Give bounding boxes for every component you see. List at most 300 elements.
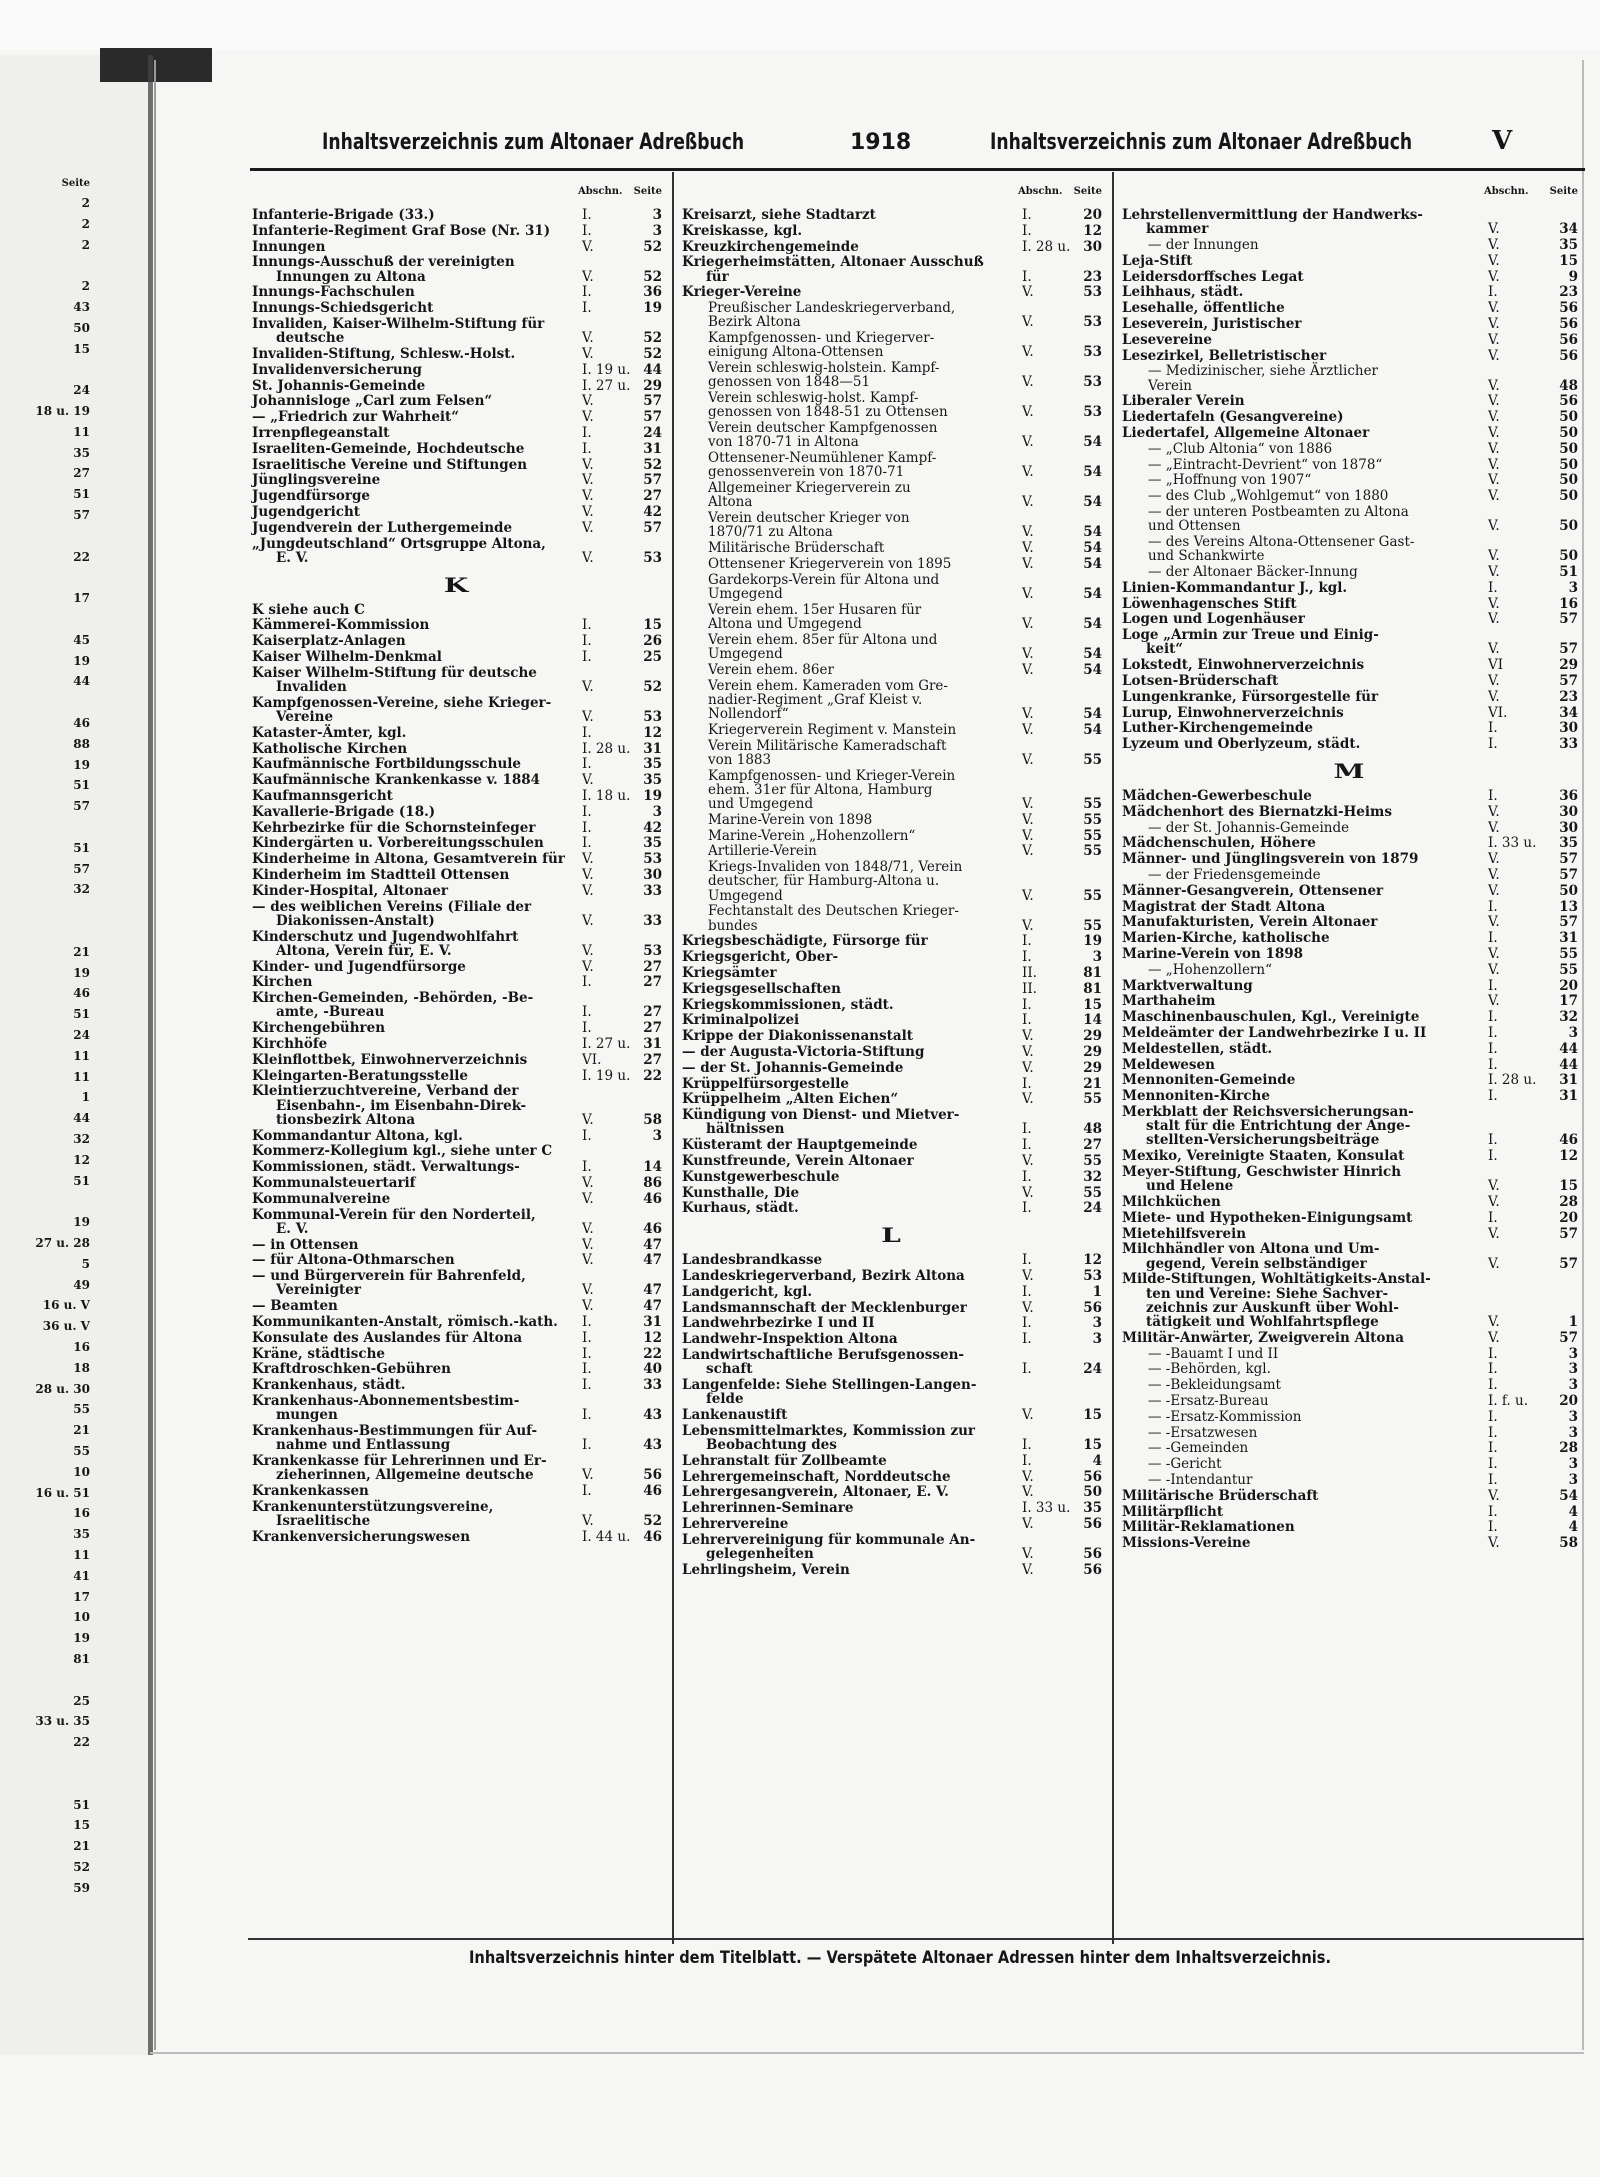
index-entry bbox=[1122, 963, 1578, 977]
entry-page: 44 bbox=[643, 361, 662, 378]
entry-title: Landsmannschaft der Mecklenburger bbox=[682, 1299, 967, 1316]
index-entry bbox=[1122, 628, 1578, 656]
entry-title: Kinder- und Jugendfürsorge bbox=[252, 958, 466, 975]
header-title-right: Inhaltsverzeichnis zum Altonaer Adreßbuch bbox=[990, 130, 1413, 155]
index-entry bbox=[682, 860, 1102, 903]
entry-title: Meldeämter der Landwehrbezirke I u. II bbox=[1122, 1025, 1427, 1041]
entry-section: I. bbox=[1488, 898, 1498, 915]
entry-title: Verein ehem. 85er für Altona und Umgegend bbox=[708, 631, 938, 662]
entry-page: 35 bbox=[643, 835, 662, 852]
index-entry bbox=[252, 805, 662, 819]
entry-page: 44 bbox=[1559, 1056, 1578, 1073]
entry-title: Lyzeum und Oberlyzeum, städt. bbox=[1122, 736, 1361, 753]
entry-page: 57 bbox=[1559, 1255, 1578, 1272]
entry-page: 56 bbox=[1559, 393, 1578, 410]
entry-section: I. bbox=[1022, 1315, 1032, 1332]
index-entry bbox=[682, 934, 1102, 948]
entry-page: 12 bbox=[1559, 1148, 1578, 1165]
entry-section: I. bbox=[582, 1159, 592, 1176]
entry-page: 3 bbox=[1568, 1025, 1578, 1041]
footer-rule bbox=[248, 1938, 1584, 1940]
entry-title: Invaliden-Stiftung, Schlesw.-Holst. bbox=[252, 346, 516, 362]
index-entry bbox=[682, 982, 1102, 996]
prev-page-number: 51 bbox=[73, 778, 90, 793]
index-entry bbox=[252, 1253, 662, 1267]
entry-title: Lankenaustift bbox=[682, 1407, 788, 1423]
entry-section: I. bbox=[1022, 1137, 1032, 1154]
entry-title: Miete- und Hypotheken-Einigungsamt bbox=[1122, 1209, 1413, 1226]
entry-title: Lehrervereine bbox=[682, 1516, 789, 1532]
entry-title: K siehe auch C bbox=[252, 601, 365, 618]
entry-section: V. bbox=[1022, 705, 1034, 722]
entry-title: Kräne, städtische bbox=[252, 1345, 386, 1362]
index-entry bbox=[1122, 1026, 1578, 1040]
index-entry bbox=[252, 1269, 662, 1297]
index-entry bbox=[682, 391, 1102, 419]
entry-title: Lesevereine bbox=[1122, 331, 1212, 348]
entry-page: 16 bbox=[1559, 595, 1578, 612]
index-entry bbox=[1122, 1441, 1578, 1455]
entry-title: — „Hohenzollern“ bbox=[1148, 961, 1272, 978]
entry-page: 54 bbox=[1083, 524, 1102, 541]
entry-title: Männer-Gesangverein, Ottensener bbox=[1122, 882, 1384, 899]
entry-title: Ottensener-Neumühlener Kampf- genossenverein von 1870-71 bbox=[708, 450, 937, 481]
prev-page-number: 55 bbox=[73, 1402, 90, 1417]
entry-page: 29 bbox=[1083, 1059, 1102, 1076]
entry-page: 48 bbox=[1083, 1121, 1102, 1138]
index-entry bbox=[252, 991, 662, 1019]
prev-page-number: 46 bbox=[73, 716, 90, 730]
entry-section: V. bbox=[1022, 344, 1034, 361]
index-entry bbox=[1122, 581, 1578, 595]
entry-section: I. bbox=[582, 756, 592, 773]
index-entry bbox=[682, 1108, 1102, 1136]
index-entry bbox=[1122, 505, 1578, 533]
entry-title: Loge „Armin zur Treue und Einig- keit“ bbox=[1122, 627, 1379, 658]
index-entry bbox=[1122, 947, 1578, 961]
prev-page-head: Seite bbox=[61, 178, 90, 189]
entry-page: 42 bbox=[643, 504, 662, 520]
entry-title: Lehrerinnen-Seminare bbox=[682, 1500, 854, 1517]
entry-section: V. bbox=[582, 330, 594, 347]
prev-page-number: 24 bbox=[73, 1028, 90, 1042]
entry-section: V. bbox=[582, 851, 594, 868]
entry-section: I. bbox=[1488, 1132, 1498, 1149]
entry-section: I. 19 u. bbox=[582, 361, 631, 378]
entry-section: V. bbox=[1022, 1468, 1034, 1485]
entry-title: — der St. Johannis-Gemeinde bbox=[682, 1059, 904, 1076]
entry-title: Jugendfürsorge bbox=[252, 488, 370, 505]
entry-page: 55 bbox=[1083, 1184, 1102, 1201]
entry-title: Marien-Kirche, katholische bbox=[1122, 930, 1330, 947]
entry-page: 55 bbox=[1083, 795, 1102, 812]
index-entry bbox=[1122, 789, 1578, 803]
entry-section: V. bbox=[582, 393, 594, 410]
entry-section: I. bbox=[1488, 1472, 1498, 1488]
entry-title: — -Ersatz-Kommission bbox=[1148, 1408, 1302, 1425]
entry-page: 4 bbox=[1092, 1452, 1102, 1469]
page-binding bbox=[148, 55, 153, 2055]
index-entry bbox=[682, 1485, 1102, 1499]
entry-title: — -Intendantur bbox=[1148, 1472, 1253, 1488]
binding-clip bbox=[100, 48, 212, 82]
prev-page-number: 10 bbox=[73, 1464, 90, 1479]
index-entry bbox=[252, 930, 662, 958]
index-entry bbox=[1122, 1227, 1578, 1241]
index-entry bbox=[1122, 1378, 1578, 1392]
entry-title: Israelitische Vereine und Stiftungen bbox=[252, 456, 528, 473]
prev-page-number: 33 u. 35 bbox=[35, 1714, 90, 1729]
entry-title: — der St. Johannis-Gemeinde bbox=[1148, 819, 1350, 836]
entry-page: 47 bbox=[643, 1236, 662, 1253]
entry-section: V. bbox=[582, 1252, 594, 1269]
entry-section: V. bbox=[1022, 1407, 1034, 1423]
entry-page: 54 bbox=[1083, 434, 1102, 451]
entry-page: 4 bbox=[1568, 1503, 1578, 1520]
entry-title: — -Bauamt I und II bbox=[1148, 1345, 1279, 1362]
entry-section: V. bbox=[1022, 1484, 1034, 1501]
entry-section: I. bbox=[582, 222, 592, 239]
entry-page: 53 bbox=[1083, 314, 1102, 331]
index-entry bbox=[1122, 1331, 1578, 1345]
entry-page: 55 bbox=[1083, 843, 1102, 860]
prev-page-number: 51 bbox=[73, 487, 90, 502]
entry-section: V. bbox=[582, 519, 594, 536]
entry-title: — -Bekleidungsamt bbox=[1148, 1377, 1281, 1394]
entry-section: V. bbox=[1022, 524, 1034, 541]
index-entry bbox=[682, 603, 1102, 631]
entry-page: 56 bbox=[1083, 1545, 1102, 1562]
entry-page: 15 bbox=[1083, 1407, 1102, 1423]
index-entry bbox=[1122, 535, 1578, 563]
entry-section: V. bbox=[1488, 688, 1500, 705]
index-entry bbox=[1122, 658, 1578, 672]
prev-page-number: 35 bbox=[73, 445, 90, 460]
index-entry bbox=[252, 821, 662, 835]
entry-section: V. bbox=[1488, 548, 1500, 565]
entry-section: I. bbox=[1488, 1456, 1498, 1473]
entry-title: Militär-Anwärter, Zweigverein Altona bbox=[1122, 1329, 1404, 1346]
prev-page-number: 57 bbox=[73, 861, 90, 876]
prev-page-number: 44 bbox=[73, 1111, 90, 1126]
entry-page: 30 bbox=[1083, 238, 1102, 255]
index-entry bbox=[1122, 349, 1578, 363]
entry-page: 53 bbox=[643, 851, 662, 868]
entry-page: 28 bbox=[1559, 1440, 1578, 1457]
column-head-page: Seite bbox=[633, 186, 662, 197]
entry-section: I. 27 u. bbox=[582, 377, 631, 394]
prev-page-number: 28 u. 30 bbox=[35, 1381, 90, 1396]
entry-section: V. bbox=[1488, 673, 1500, 689]
index-entry bbox=[252, 1037, 662, 1051]
entry-page: 19 bbox=[643, 300, 662, 317]
entry-section: I. bbox=[582, 1345, 592, 1362]
entry-title: Krieger-Vereine bbox=[682, 284, 802, 301]
entry-title: Verein deutscher Krieger von 1870/71 zu Altona bbox=[708, 510, 910, 541]
entry-section: V. bbox=[1488, 961, 1500, 978]
index-entry bbox=[1122, 1394, 1578, 1408]
entry-section: I. bbox=[1022, 996, 1032, 1013]
index-entry bbox=[682, 1253, 1102, 1267]
entry-section: I. bbox=[1022, 949, 1032, 966]
entry-title: — Medizinischer, siehe Ärztlicher Verein bbox=[1148, 363, 1379, 394]
prev-page-number: 45 bbox=[73, 632, 90, 647]
entry-section: I. 28 u. bbox=[582, 740, 631, 757]
entry-section: V. bbox=[1022, 887, 1034, 904]
entry-title: Militärische Brüderschaft bbox=[708, 540, 885, 557]
entry-title: Innungs-Schiedsgericht bbox=[252, 300, 434, 317]
index-entry bbox=[1122, 426, 1578, 440]
entry-section: I. bbox=[1488, 579, 1498, 596]
index-entry bbox=[252, 836, 662, 850]
index-entry bbox=[1122, 915, 1578, 929]
entry-page: 14 bbox=[1083, 1012, 1102, 1029]
entry-section: I. bbox=[582, 1437, 592, 1454]
entry-page: 27 bbox=[643, 974, 662, 991]
entry-title: — „Friedrich zur Wahrheit“ bbox=[252, 409, 460, 426]
entry-section: V. bbox=[1488, 221, 1500, 238]
entry-section: I. bbox=[582, 207, 592, 223]
index-entry bbox=[1122, 208, 1578, 236]
entry-page: 53 bbox=[1083, 404, 1102, 421]
index-entry bbox=[682, 361, 1102, 389]
entry-title: Kunstfreunde, Verein Altonaer bbox=[682, 1153, 914, 1169]
entry-section: V. bbox=[1022, 404, 1034, 421]
entry-title: Kommerz-Kollegium kgl., siehe unter C bbox=[252, 1143, 553, 1160]
entry-section: V. bbox=[1022, 374, 1034, 391]
entry-section: I. bbox=[582, 617, 592, 634]
entry-section: I. bbox=[1022, 1252, 1032, 1269]
index-entry bbox=[682, 1301, 1102, 1315]
entry-title: Lehrlingsheim, Verein bbox=[682, 1561, 850, 1578]
index-entry bbox=[252, 285, 662, 299]
index-entry bbox=[682, 904, 1102, 932]
index-entry bbox=[1122, 612, 1578, 626]
entry-page: 53 bbox=[1083, 344, 1102, 361]
index-entry bbox=[252, 1084, 662, 1127]
entry-page: 25 bbox=[643, 649, 662, 665]
entry-section: I. bbox=[1488, 1040, 1498, 1057]
index-entry bbox=[252, 757, 662, 771]
entry-page: 53 bbox=[1083, 374, 1102, 391]
index-entry bbox=[1122, 1272, 1578, 1329]
entry-section: I. bbox=[1022, 1361, 1032, 1378]
index-entry bbox=[1122, 1042, 1578, 1056]
entry-section: V. bbox=[1022, 1153, 1034, 1169]
index-entry bbox=[682, 1092, 1102, 1106]
entry-page: 43 bbox=[643, 1407, 662, 1424]
entry-page: 56 bbox=[1559, 331, 1578, 348]
entry-title: Magistrat der Stadt Altona bbox=[1122, 898, 1326, 915]
entry-page: 12 bbox=[1083, 1252, 1102, 1269]
entry-title: Kindergärten u. Vorbereitungsschulen bbox=[252, 835, 544, 852]
index-entry bbox=[682, 1186, 1102, 1200]
index-entry bbox=[252, 696, 662, 724]
index-entry bbox=[1122, 254, 1578, 268]
prev-page-number: 51 bbox=[73, 840, 90, 855]
index-entry bbox=[252, 1484, 662, 1498]
entry-section: I. bbox=[582, 440, 592, 457]
entry-section: V. bbox=[1488, 1194, 1500, 1210]
index-entry bbox=[682, 511, 1102, 539]
entry-page: 58 bbox=[1559, 1535, 1578, 1552]
entry-page: 27 bbox=[643, 1051, 662, 1068]
index-entry bbox=[682, 1517, 1102, 1531]
entry-section: V. bbox=[582, 678, 594, 695]
prev-page-number: 27 bbox=[73, 466, 90, 481]
entry-page: 3 bbox=[1568, 579, 1578, 596]
entry-title: Verein ehem. 86er bbox=[708, 661, 834, 678]
entry-page: 36 bbox=[643, 284, 662, 301]
prev-page-number: 21 bbox=[73, 1423, 90, 1438]
entry-section: I. bbox=[1022, 268, 1032, 285]
entry-section: VI bbox=[1488, 657, 1504, 674]
entry-title: Kinder-Hospital, Altonaer bbox=[252, 882, 448, 899]
entry-title: Landwehr-Inspektion Altona bbox=[682, 1331, 898, 1348]
prev-page-number: 2 bbox=[81, 237, 90, 252]
index-entry bbox=[1122, 364, 1578, 392]
entry-page: 50 bbox=[1559, 409, 1578, 426]
entry-title: Mietehilfsverein bbox=[1122, 1225, 1247, 1242]
index-entry bbox=[682, 1170, 1102, 1184]
page-number: V bbox=[1492, 126, 1513, 156]
entry-title: Kriegerverein Regiment v. Manstein bbox=[708, 721, 957, 738]
entry-section: I. bbox=[582, 300, 592, 317]
entry-page: 50 bbox=[1559, 548, 1578, 565]
entry-title: Kriegsbeschädigte, Fürsorge für bbox=[682, 933, 928, 950]
entry-title: Kurhaus, städt. bbox=[682, 1200, 799, 1217]
entry-page: 12 bbox=[1083, 222, 1102, 239]
entry-page: 54 bbox=[1083, 540, 1102, 557]
index-entry bbox=[1122, 1410, 1578, 1424]
entry-page: 26 bbox=[643, 633, 662, 650]
index-entry bbox=[252, 473, 662, 487]
entry-page: 30 bbox=[1559, 819, 1578, 836]
entry-section: V. bbox=[1488, 946, 1500, 962]
index-entry bbox=[252, 773, 662, 787]
entry-page: 3 bbox=[1568, 1361, 1578, 1378]
entry-section: V. bbox=[1022, 1561, 1034, 1578]
entry-section: V. bbox=[1488, 252, 1500, 269]
entry-section: V. bbox=[582, 958, 594, 975]
entry-title: Leja-Stift bbox=[1122, 252, 1193, 269]
prev-page-number: 19 bbox=[73, 653, 90, 668]
entry-page: 57 bbox=[1559, 867, 1578, 883]
index-entry bbox=[682, 1470, 1102, 1484]
index-entry bbox=[682, 1378, 1102, 1406]
prev-page-number: 21 bbox=[73, 944, 90, 959]
index-entry bbox=[682, 1077, 1102, 1091]
index-entry bbox=[682, 769, 1102, 812]
entry-section: I. bbox=[1488, 720, 1498, 737]
index-entry bbox=[252, 1299, 662, 1313]
entry-section: I. bbox=[1022, 222, 1032, 239]
entry-title: — -Ersatzwesen bbox=[1148, 1424, 1258, 1441]
entry-title: Innungen bbox=[252, 238, 326, 255]
entry-page: 54 bbox=[1083, 615, 1102, 632]
index-entry bbox=[682, 301, 1102, 329]
entry-title: Manufakturisten, Verein Altonaer bbox=[1122, 914, 1378, 931]
index-entry bbox=[252, 1378, 662, 1392]
entry-section: I. bbox=[582, 974, 592, 991]
entry-page: 52 bbox=[643, 1512, 662, 1529]
entry-page: 33 bbox=[1559, 736, 1578, 753]
prev-page-number: 46 bbox=[73, 986, 90, 1001]
entry-section: I. bbox=[582, 835, 592, 852]
index-entry bbox=[682, 541, 1102, 555]
entry-page: 29 bbox=[1083, 1044, 1102, 1060]
index-entry bbox=[1122, 1489, 1578, 1503]
index-entry bbox=[252, 317, 662, 345]
entry-title: Landgericht, kgl. bbox=[682, 1283, 813, 1300]
entry-page: 3 bbox=[652, 1127, 662, 1144]
entry-section: I. 33 u. bbox=[1022, 1500, 1071, 1517]
entry-section: V. bbox=[1022, 284, 1034, 301]
entry-page: 52 bbox=[643, 346, 662, 362]
entry-section: V. bbox=[582, 1236, 594, 1253]
entry-page: 35 bbox=[643, 756, 662, 773]
column-head-section: Abschn. bbox=[578, 186, 623, 197]
index-entry bbox=[1122, 301, 1578, 315]
index-entry bbox=[1122, 979, 1578, 993]
entry-title: — -Gericht bbox=[1148, 1456, 1222, 1473]
entry-section: V. bbox=[1022, 434, 1034, 451]
index-entry bbox=[1122, 1105, 1578, 1148]
entry-section: I. 28 u. bbox=[1022, 238, 1071, 255]
prev-page-number: 22 bbox=[73, 1735, 90, 1750]
entry-title: Milde-Stiftungen, Wohltätigkeits-Anstal- ten und Vereine: Siehe Sachver- zeichnis zur Auskunft über Wohl- tätigkeit und Wohlfahrtspflege bbox=[1122, 1271, 1431, 1330]
index-entry bbox=[682, 813, 1102, 827]
entry-title: Kampfgenossen-Vereine, siehe Krieger- Vereine bbox=[252, 694, 552, 725]
entry-section: V. bbox=[1022, 314, 1034, 331]
entry-page: 50 bbox=[1559, 882, 1578, 899]
entry-title: Mexiko, Vereinigte Staaten, Konsulat bbox=[1122, 1148, 1405, 1165]
entry-title: — „Club Altonia“ von 1886 bbox=[1148, 440, 1333, 457]
entry-title: Meyer-Stiftung, Geschwister Hinrich und Helene bbox=[1122, 1164, 1402, 1195]
prev-page-number: 2 bbox=[81, 279, 90, 294]
prev-page-number: 11 bbox=[73, 1048, 90, 1063]
entry-page: 19 bbox=[643, 788, 662, 804]
column-divider bbox=[1112, 172, 1114, 1944]
entry-page: 34 bbox=[1559, 704, 1578, 721]
index-entry bbox=[252, 1424, 662, 1452]
index-entry bbox=[252, 442, 662, 456]
entry-page: 55 bbox=[1083, 1153, 1102, 1169]
entry-title: — der Innungen bbox=[1148, 237, 1259, 253]
entry-title: Kavallerie-Brigade (18.) bbox=[252, 803, 436, 820]
entry-section: I. bbox=[582, 649, 592, 665]
entry-section: I. bbox=[1488, 736, 1498, 753]
entry-section: V. bbox=[1488, 440, 1500, 457]
index-entry bbox=[252, 1315, 662, 1329]
entry-page: 50 bbox=[1559, 456, 1578, 473]
index-entry bbox=[1122, 1505, 1578, 1519]
entry-title: Löwenhagensches Stift bbox=[1122, 595, 1297, 612]
entry-section: I. bbox=[1488, 930, 1498, 947]
index-entry bbox=[682, 421, 1102, 449]
entry-section: I. 27 u. bbox=[582, 1036, 631, 1052]
entry-section: V. bbox=[1488, 564, 1500, 580]
entry-section: I. bbox=[582, 1020, 592, 1037]
index-entry bbox=[682, 481, 1102, 509]
entry-page: 35 bbox=[1083, 1500, 1102, 1517]
entry-section: I. bbox=[582, 803, 592, 820]
index-entry bbox=[252, 1238, 662, 1252]
index-entry bbox=[1122, 1058, 1578, 1072]
entry-page: 52 bbox=[643, 678, 662, 695]
index-entry bbox=[682, 679, 1102, 722]
entry-title: Mädchenhort des Biernatzki-Heims bbox=[1122, 803, 1392, 820]
